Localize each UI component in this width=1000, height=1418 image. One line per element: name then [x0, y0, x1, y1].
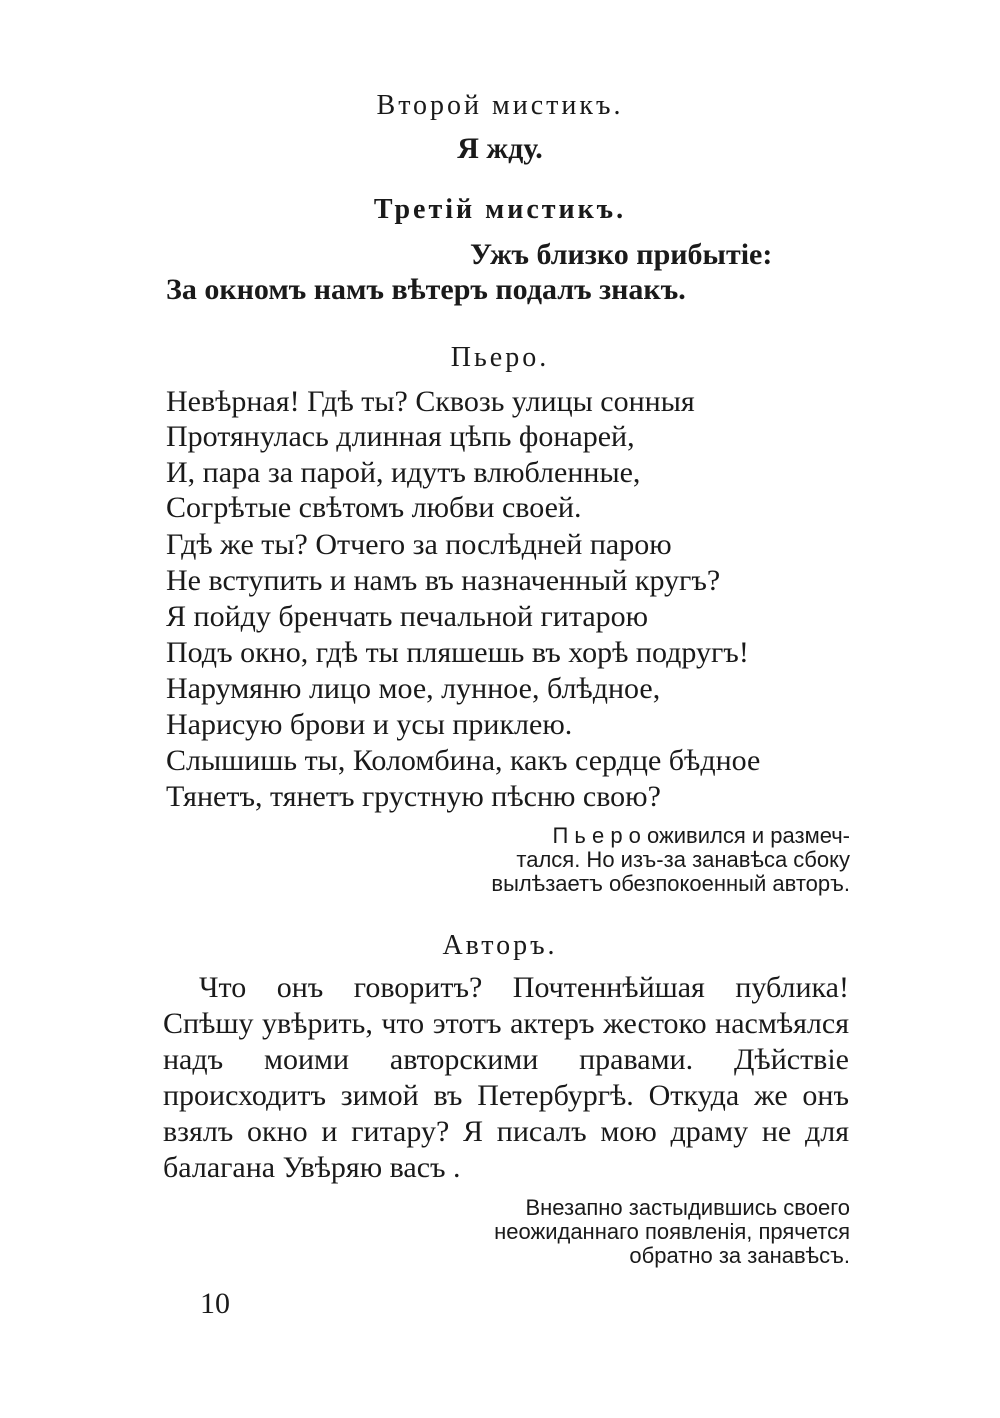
verse-line: Протянулась длинная цѣпь фонарей, — [166, 420, 635, 453]
stage-direction-line: вылѣзаетъ обезпокоенный авторъ. — [491, 871, 850, 896]
verse-line: Нарисую брови и усы приклею. — [166, 708, 573, 741]
verse-line: И, пара за парой, идутъ влюбленные, — [166, 456, 641, 489]
verse-line: Согрѣтые свѣтомъ любви своей. — [166, 491, 582, 524]
stage-direction-line: обратно за занавѣсъ. — [629, 1243, 850, 1268]
stage-direction-line: тался. Но изъ-за занавѣса сбоку — [516, 847, 850, 872]
verse-line: Невѣрная! Гдѣ ты? Сквозь улицы сонныя — [166, 385, 695, 418]
stage-direction-line: П ь е р о оживился и размеч- — [552, 823, 850, 848]
speech-third-mystic-line-2: За окномъ намъ вѣтеръ подалъ знакъ. — [166, 273, 686, 306]
verse-line: Нарумяню лицо мое, лунное, блѣдное, — [166, 672, 661, 705]
speaker-author: Авторъ. — [442, 930, 558, 961]
verse-line: Я пойду бренчать печальной гитарою — [166, 600, 649, 633]
page-number: 10 — [200, 1287, 230, 1320]
verse-line: Подъ окно, гдѣ ты пляшешь въ хорѣ подругъ! — [166, 636, 749, 669]
verse-line: Не вступить и намъ въ назначенный кругъ? — [166, 564, 721, 597]
stage-direction-line: неожиданнаго появленія, прячется — [494, 1219, 850, 1244]
speaker-third-mystic: Третій мистикъ. — [373, 194, 627, 225]
verse-line: Гдѣ же ты? Отчего за послѣдней парою — [166, 528, 672, 561]
verse-line: Слышишь ты, Коломбина, какъ сердце бѣдное — [166, 744, 761, 777]
speech-second-mystic: Я жду. — [457, 132, 543, 165]
speaker-second-mystic: Второй мистикъ. — [376, 90, 624, 121]
stage-direction-line: Внезапно застыдившись своего — [525, 1195, 850, 1220]
speaker-pierrot: Пьеро. — [450, 342, 550, 373]
author-speech: Что онъ говоритъ? Почтеннѣйшая публика! Спѣшу увѣрить, что этотъ актеръ жестоко насмѣялся надъ моими авторскими правами. Дѣйствіе происходитъ зимой въ Петербургѣ. Откуда же онъ взялъ окно и гитару? Я писалъ мою драму не для балагана Увѣряю васъ . — [163, 971, 849, 1184]
speech-third-mystic-line-1: Ужъ близко прибытіе: — [470, 238, 773, 271]
verse-line: Тянетъ, тянетъ грустную пѣсню свою? — [166, 780, 661, 813]
